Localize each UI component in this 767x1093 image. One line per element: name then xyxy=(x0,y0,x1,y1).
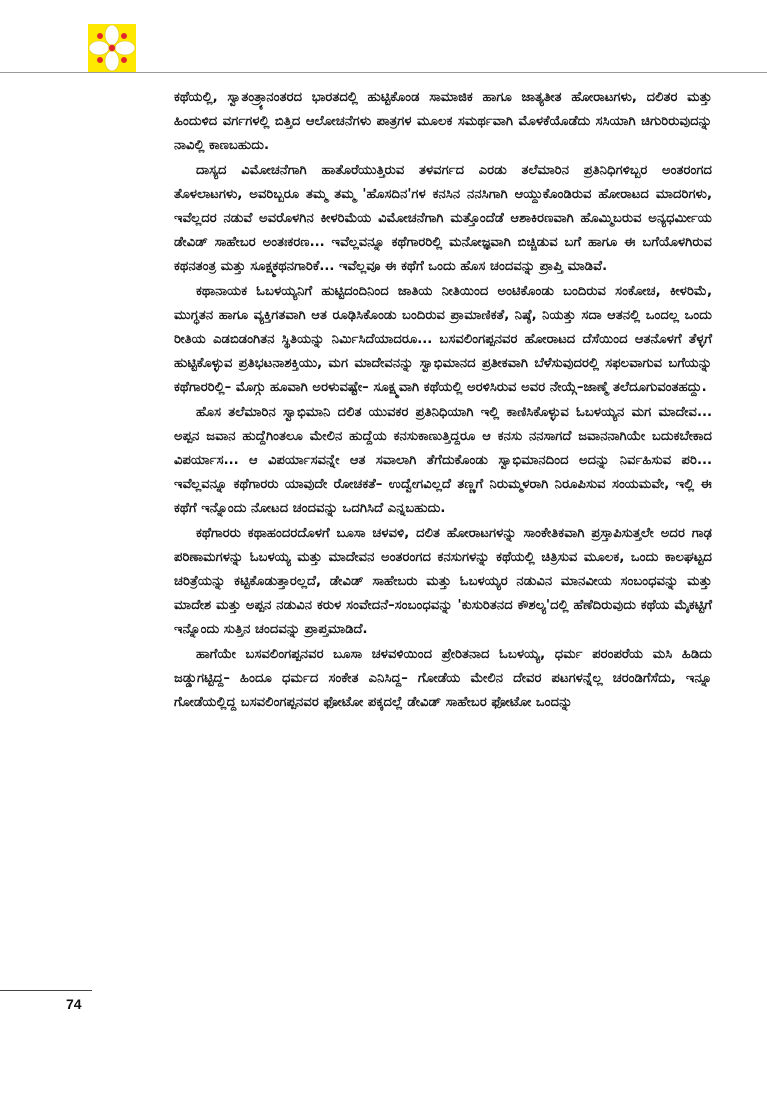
paragraph: ಹಾಗೆಯೇ ಬಸವಲಿಂಗಪ್ಪನವರ ಬೂಸಾ ಚಳವಳಿಯಿಂದ ಪ್ರೇರಿತನಾದ ಓಬಳಯ್ಯ, ಧರ್ಮ ಪರಂಪರೆಯ ಮಸಿ ಹಿಡಿದು ಜಡ್ಡುಗಟ್ಟಿದ್ದ– ಹಿಂದೂ ಧರ್ಮದ ಸಂಕೇತ ಎನಿಸಿದ್ದ– ಗೋಡೆಯ ಮೇಲಿನ ದೇವರ ಪಟಗಳನ್ನೆಲ್ಲ ಚರಂಡಿಗೆಸೆದು, ಇನ್ನೂ ಗೋಡೆಯಲ್ಲಿದ್ದ ಬಸವಲಿಂಗಪ್ಪನವರ ಫೋಟೋ ಪಕ್ಕದಲ್ಲೆ ಡೇವಿಡ್ ಸಾಹೇಬರ ಫೋಟೋ ಒಂದನ್ನು xyxy=(174,646,712,711)
footer-rule xyxy=(0,990,92,991)
paragraph: ಹೊಸ ತಲೆಮಾರಿನ ಸ್ವಾಭಿಮಾನಿ ದಲಿತ ಯುವಕರ ಪ್ರತಿನಿಧಿಯಾಗಿ ಇಲ್ಲಿ ಕಾಣಿಸಿಕೊಳ್ಳುವ ಓಬಳಯ್ಯನ ಮಗ ಮಾದೇವ... ಅಪ್ಪನ ಜವಾನ ಹುದ್ದೆಗಿಂತಲೂ ಮೇಲಿನ ಹುದ್ದೆಯ ಕನಸುಕಾಣುತ್ತಿದ್ದರೂ ಆ ಕನಸು ನನಸಾಗದೆ ಜವಾನನಾಗಿಯೇ ಬದುಕಬೇಕಾದ ವಿಪರ್ಯಾಸ... ಆ ವಿಪರ್ಯಾಸವನ್ನೇ ಆತ ಸವಾಲಾಗಿ ತೆಗೆದುಕೊಂಡು ಸ್ವಾಭಿಮಾನದಿಂದ ಅದನ್ನು ನಿರ್ವಹಿಸುವ ಪರಿ... ಇವೆಲ್ಲವನ್ನೂ ಕಥೆಗಾರರು ಯಾವುದೇ ರೋಚಕತೆ– ಉದ್ವೇಗವಿಲ್ಲದೆ ತಣ್ಣಗೆ ನಿರುಮ್ಮಳರಾಗಿ ನಿರೂಪಿಸುವ ಸಂಯಮವೇ, ಇಲ್ಲಿ ಈ ಕಥೆಗೆ ಇನ್ನೊಂದು ನೋಟದ ಚಂದವನ್ನು ಒದಗಿಸಿದೆ ಎನ್ನಬಹುದು. xyxy=(174,404,712,517)
four-petal-flower-icon xyxy=(88,24,136,72)
page-number: 74 xyxy=(66,996,82,1012)
paragraph: ಕಥೆಯಲ್ಲಿ, ಸ್ವಾತಂತ್ರ್ಯಾನಂತರದ ಭಾರತದಲ್ಲಿ ಹುಟ್ಟಿಕೊಂಡ ಸಾಮಾಜಿಕ ಹಾಗೂ ಜಾತ್ಯತೀತ ಹೋರಾಟಗಳು, ದಲಿತರ ಮತ್ತು ಹಿಂದುಳಿದ ವರ್ಗಗಳಲ್ಲಿ ಬಿತ್ತಿದ ಆಲೋಚನೆಗಳು ಪಾತ್ರಗಳ ಮೂಲಕ ಸಮರ್ಥವಾಗಿ ಮೊಳಕೆಯೊಡೆದು ಸಸಿಯಾಗಿ ಚಿಗುರಿರುವುದನ್ನು ನಾವಿಲ್ಲಿ ಕಾಣಬಹುದು. xyxy=(174,90,712,154)
header-rule xyxy=(0,72,767,73)
paragraph: ಕಥೆಗಾರರು ಕಥಾಹಂದರದೊಳಗೆ ಬೂಸಾ ಚಳವಳಿ, ದಲಿತ ಹೋರಾಟಗಳನ್ನು ಸಾಂಕೇತಿಕವಾಗಿ ಪ್ರಸ್ತಾಪಿಸುತ್ತಲೇ ಅದರ ಗಾಢ ಪರಿಣಾಮಗಳನ್ನು ಓಬಳಯ್ಯ ಮತ್ತು ಮಾದೇವನ ಅಂತರಂಗದ ಕನಸುಗಳನ್ನು ಕಥೆಯಲ್ಲಿ ಚಿತ್ರಿಸುವ ಮೂಲಕ, ಒಂದು ಕಾಲಘಟ್ಟದ ಚರಿತ್ರೆಯನ್ನು ಕಟ್ಟಿಕೊಡುತ್ತಾರಲ್ಲದೆ, ಡೇವಿಡ್ ಸಾಹೇಬರು ಮತ್ತು ಓಬಳಯ್ಯರ ನಡುವಿನ ಮಾನವೀಯ ಸಂಬಂಧವನ್ನು ಮತ್ತು ಮಾದೇಶ ಮತ್ತು ಅಪ್ಪನ ನಡುವಿನ ಕರುಳ ಸಂವೇದನೆ–ಸಂಬಂಧವನ್ನು 'ಕುಸುರಿತನದ ಕೌಶಲ್ಯ'ದಲ್ಲಿ ಹೆಣೆದಿರುವುದು ಕಥೆಯ ಮೈಕಟ್ಟಿಗೆ ಇನ್ನೊಂದು ಸುತ್ತಿನ ಚಂದವನ್ನು ಪ್ರಾಪ್ತಮಾಡಿದೆ. xyxy=(174,525,712,638)
body-text xyxy=(174,86,712,715)
flower-logo-icon xyxy=(88,24,136,72)
paragraph: ದಾಸ್ಯದ ವಿಮೋಚನೆಗಾಗಿ ಹಾತೊರೆಯುತ್ತಿರುವ ತಳವರ್ಗದ ಎರಡು ತಲೆಮಾರಿನ ಪ್ರತಿನಿಧಿಗಳಿಬ್ಬರ ಅಂತರಂಗದ ತೊಳಲಾಟಗಳು, ಅವರಿಬ್ಬರೂ ತಮ್ಮ ತಮ್ಮ 'ಹೊಸದಿನ'ಗಳ ಕನಸಿನ ನನಸಿಗಾಗಿ ಆಯ್ದುಕೊಂಡಿರುವ ಹೋರಾಟದ ಮಾದರಿಗಳು, ಇವೆಲ್ಲದರ ನಡುವೆ ಅವರೊಳಗಿನ ಕೀಳರಿಮೆಯ ವಿಮೋಚನೆಗಾಗಿ ಮತ್ತೊಂದೆಡೆ ಆಶಾಕಿರಣವಾಗಿ ಹೊಮ್ಮಿಬರುವ ಅನ್ಯಧರ್ಮೀಯ ಡೇವಿಡ್ ಸಾಹೇಬರ ಅಂತಃಕರಣ... ಇವೆಲ್ಲವನ್ನೂ ಕಥೆಗಾರರಿಲ್ಲಿ ಮನೋಜ್ಞವಾಗಿ ಬಿಚ್ಚಿಡುವ ಬಗೆ ಹಾಗೂ ಈ ಬಗೆಯೊಳಗಿರುವ ಕಥನತಂತ್ರ ಮತ್ತು ಸೂಕ್ಷ್ಮಕಥನಗಾರಿಕೆ... ಇವೆಲ್ಲವೂ ಈ ಕಥೆಗೆ ಒಂದು ಹೊಸ ಚಂದವನ್ನು ಪ್ರಾಪ್ತಿ ಮಾಡಿವೆ. xyxy=(174,162,712,275)
paragraph: ಕಥಾನಾಯಕ ಓಬಳಯ್ಯನಿಗೆ ಹುಟ್ಟಿದಂದಿನಿಂದ ಜಾತಿಯ ನೀತಿಯಿಂದ ಅಂಟಿಕೊಂಡು ಬಂದಿರುವ ಸಂಕೋಚ, ಕೀಳರಿಮೆ, ಮುಗ್ಧತನ ಹಾಗೂ ವ್ಯಕ್ತಿಗತವಾಗಿ ಆತ ರೂಢಿಸಿಕೊಂಡು ಬಂದಿರುವ ಪ್ರಾಮಾಣಿಕತೆ, ನಿಷ್ಠೆ, ನಿಯತ್ತು ಸದಾ ಆತನಲ್ಲಿ ಒಂದಲ್ಲ ಒಂದು ರೀತಿಯ ಎಡಬಿಡಂಗಿತನ ಸ್ಥಿತಿಯನ್ನು ನಿರ್ಮಿಸಿದೆಯಾದರೂ... ಬಸವಲಿಂಗಪ್ಪನವರ ಹೋರಾಟದ ದೆಸೆಯಿಂದ ಆತನೊಳಗೆ ತೆಳ್ಳಗೆ ಹುಟ್ಟಿಕೊಳ್ಳುವ ಪ್ರತಿಭಟನಾಶಕ್ತಿಯು, ಮಗ ಮಾದೇವನನ್ನು ಸ್ವಾಭಿಮಾನದ ಪ್ರತೀಕವಾಗಿ ಬೆಳೆಸುವುದರಲ್ಲಿ ಸಫಲವಾಗುವ ಬಗೆಯನ್ನು ಕಥೆಗಾರರಿಲ್ಲಿ– ಮೊಗ್ಗು ಹೂವಾಗಿ ಅರಳುವಷ್ಟೇ– ಸೂಕ್ಷ್ಮವಾಗಿ ಕಥೆಯಲ್ಲಿ ಅರಳಿಸಿರುವ ಅವರ ನೇಯ್ಗೆ–ಜಾಣ್ಮೆ ತಲೆದೂಗುವಂತಹದ್ದು. xyxy=(174,283,712,396)
